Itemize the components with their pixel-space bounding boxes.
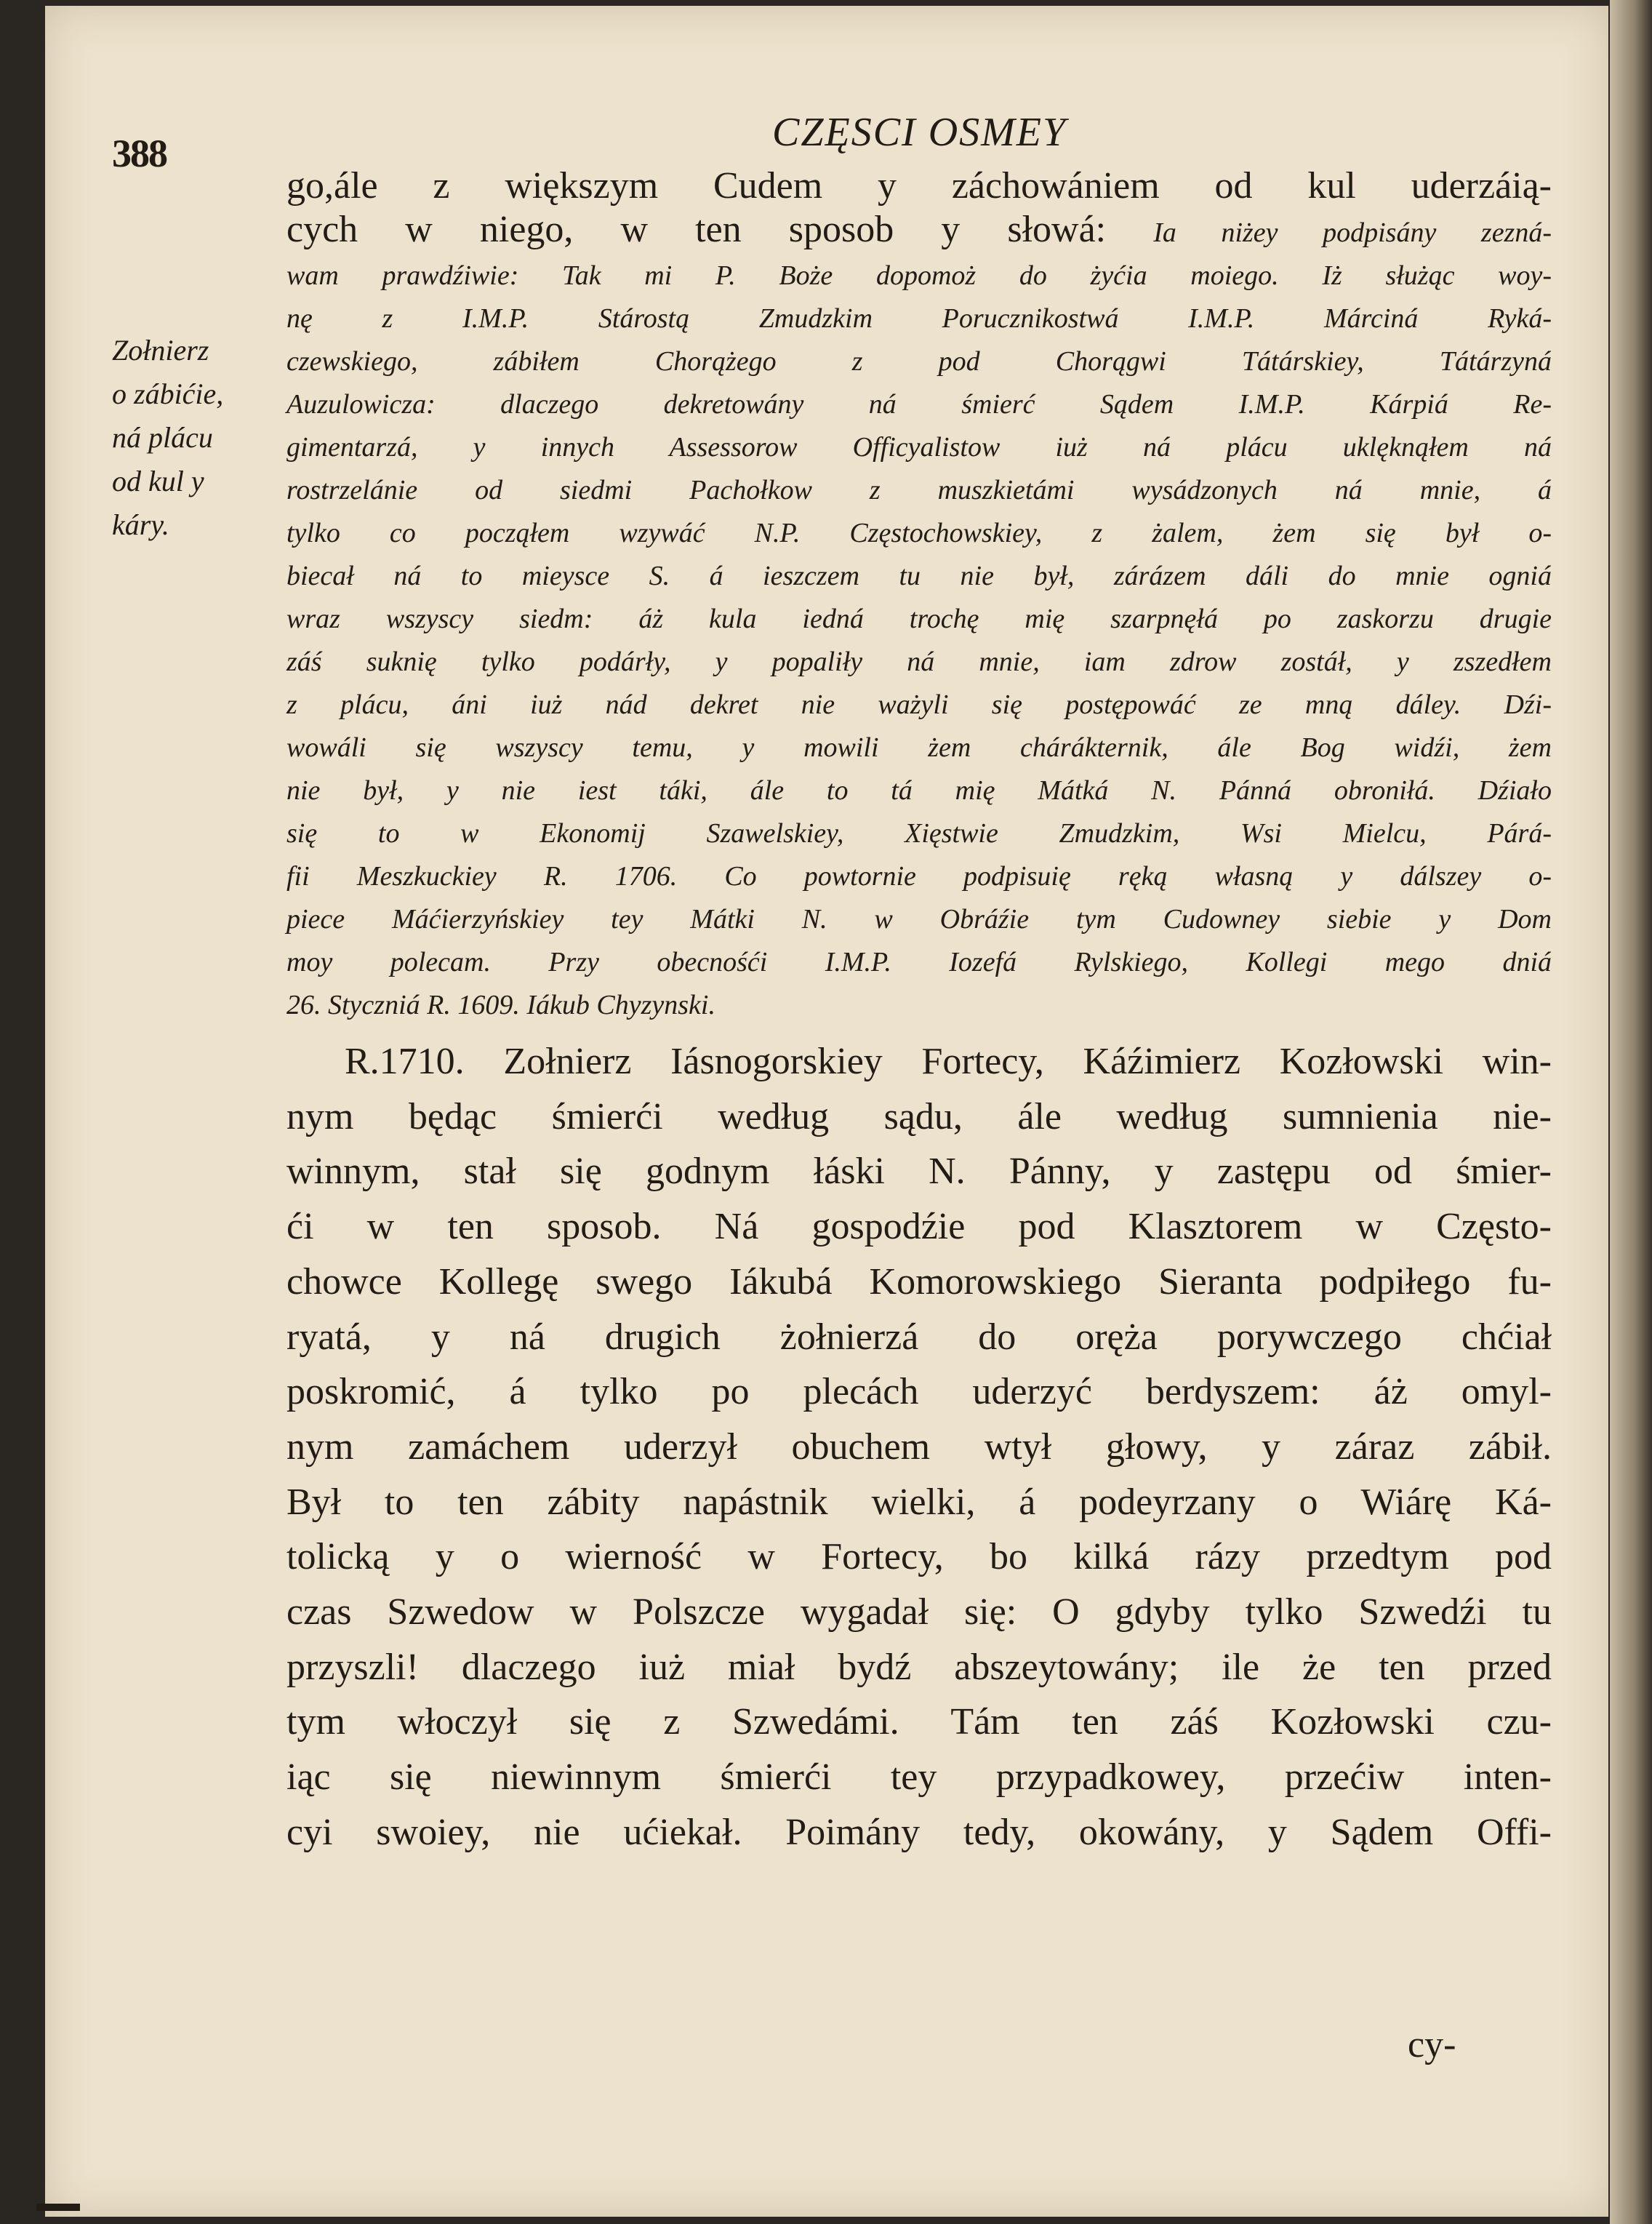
- page-edge-mark: [36, 2204, 80, 2211]
- margin-note-line: od kul y: [112, 465, 204, 497]
- text-line: biecał ná to mieysce S. á ieszczem tu nie był, zárázem dáli do mnie ogniá: [286, 561, 1552, 591]
- text-line: wraz wszyscy siedm: áż kula iedná trochę mię szarpnęłá po zaskorzu drugie: [286, 604, 1552, 634]
- text-line: go,ále z większym Cudem y záchowániem od kul uderzáią-: [286, 165, 1552, 207]
- body-text: [286, 164, 1552, 1860]
- text-line: czas Szwedow w Polszcze wygadał się: O gdyby tylko Szwedźi tu: [286, 1591, 1552, 1633]
- text-line: piece Máćierzyńskiey tey Mátki N. w Obráźie tym Cudowney siebie y Dom: [286, 904, 1552, 935]
- text-line: tolicką y o wierność w Fortecy, bo kilká rázy przedtym pod: [286, 1536, 1552, 1578]
- paragraph-1-testimony: [286, 255, 1552, 1027]
- text-line: nym zamáchem uderzył obuchem wtył głowy, y záraz zábił.: [286, 1425, 1552, 1468]
- paragraph-2: [286, 1034, 1552, 1860]
- margin-note-line: Zołnierz: [112, 334, 209, 367]
- text-line: Auzulowicza: dlaczego dekretowány ná śmierć Sądem I.M.P. Kárpiá Re-: [286, 389, 1552, 420]
- catchword: cy-: [1408, 2024, 1456, 2065]
- running-head: CZĘSCI OSMEY: [772, 110, 1067, 155]
- text-line: ryatá, y ná drugich żołnierzá do oręża porywczego chćiał: [286, 1316, 1552, 1358]
- text-line: z plácu, áni iuż nád dekret nie ważyli się postępowáć ze mną dáley. Dźi-: [286, 689, 1552, 720]
- text-line: winnym, stał się godnym łáski N. Pánny, y zastępu od śmier-: [286, 1151, 1552, 1193]
- text-line: gimentarzá, y innych Assessorow Officyalistow iuż ná plácu uklęknąłem ná: [286, 432, 1552, 463]
- page-number: 388: [112, 132, 167, 175]
- text-line: przyszli! dlaczego iuż miał bydź abszeytowány; ile że ten przed: [286, 1646, 1552, 1688]
- text-line: poskromić, á tylko po plecách uderzyć berdyszem: áż omyl-: [286, 1371, 1552, 1413]
- text-line: tym włoczył się z Szwedámi. Tám ten záś Kozłowski czu-: [286, 1701, 1552, 1743]
- text-line: wam prawdźiwie: Tak mi P. Boże dopomoż do żyćia moiego. Iż służąc woy-: [286, 260, 1552, 291]
- margin-note-line: ná plácu: [112, 421, 213, 454]
- text-line: záś suknię tylko podárły, y popaliły ná mnie, iam zdrow zostáł, y zszedłem: [286, 647, 1552, 677]
- text-line: się to w Ekonomij Szawelskiey, Xięstwie Zmudzkim, Wsi Mielcu, Párá-: [286, 818, 1552, 849]
- text-line: czewskiego, zábiłem Chorążego z pod Chorągwi Tátárskiey, Tátárzyná: [286, 346, 1552, 377]
- text-line: tylko co począłem wzywáć N.P. Częstochowskiey, z żalem, żem się był o-: [286, 518, 1552, 548]
- text-line: nę z I.M.P. Stárostą Zmudzkim Porucznikostwá I.M.P. Márciná Ryká-: [286, 303, 1552, 334]
- book-edge: [1610, 0, 1652, 2224]
- text-line: nym będąc śmierći według sądu, ále według sumnienia nie-: [286, 1095, 1552, 1137]
- text-span: cych w niego, w ten sposob y słowá:: [286, 209, 1107, 250]
- book-page: [45, 6, 1608, 2217]
- margin-note-line: o zábićie,: [112, 377, 224, 410]
- text-line: Był to ten zábity napástnik wielki, á podeyrzany o Wiárę Ká-: [286, 1481, 1552, 1523]
- text-line: rostrzelánie od siedmi Pachołkow z muszkietámi wysádzonych ná mnie, á: [286, 475, 1552, 505]
- text-line: wowáli się wszyscy temu, y mowili żem chárákternik, ále Bog widźi, żem: [286, 732, 1552, 763]
- text-line: iąc się niewinnym śmierći tey przypadkowey, przećiw inten-: [286, 1756, 1552, 1799]
- text-line: R.1710. Zołnierz Iásnogorskiey Fortecy, Káźimierz Kozłowski win-: [345, 1041, 1552, 1082]
- margin-note-line: káry.: [112, 508, 169, 541]
- text-line: fii Meszkuckiey R. 1706. Co powtornie podpisuię ręką własną y dálszey o-: [286, 861, 1552, 892]
- paragraph-1-opening: [286, 164, 1552, 255]
- italic-span: Ia niżey podpisány zezná-: [1153, 217, 1552, 248]
- text-line: 26. Styczniá R. 1609. Iákub Chyzynski.: [286, 990, 715, 1020]
- text-line: moy polecam. Przy obecnośći I.M.P. Iozefá Rylskiego, Kollegi mego dniá: [286, 947, 1552, 977]
- text-line: [286, 208, 1552, 255]
- text-line: chowce Kollegę swego Iákubá Komorowskiego Sieranta podpiłego fu-: [286, 1260, 1552, 1303]
- text-line: nie był, y nie iest táki, ále to tá mię Mátká N. Pánná obroniłá. Dźiało: [286, 775, 1552, 806]
- text-line: ći w ten sposob. Ná gospodźie pod Klasztorem w Często-: [286, 1206, 1552, 1248]
- text-line: cyi swoiey, nie ućiekał. Poimány tedy, okowány, y Sądem Offi-: [286, 1811, 1552, 1853]
